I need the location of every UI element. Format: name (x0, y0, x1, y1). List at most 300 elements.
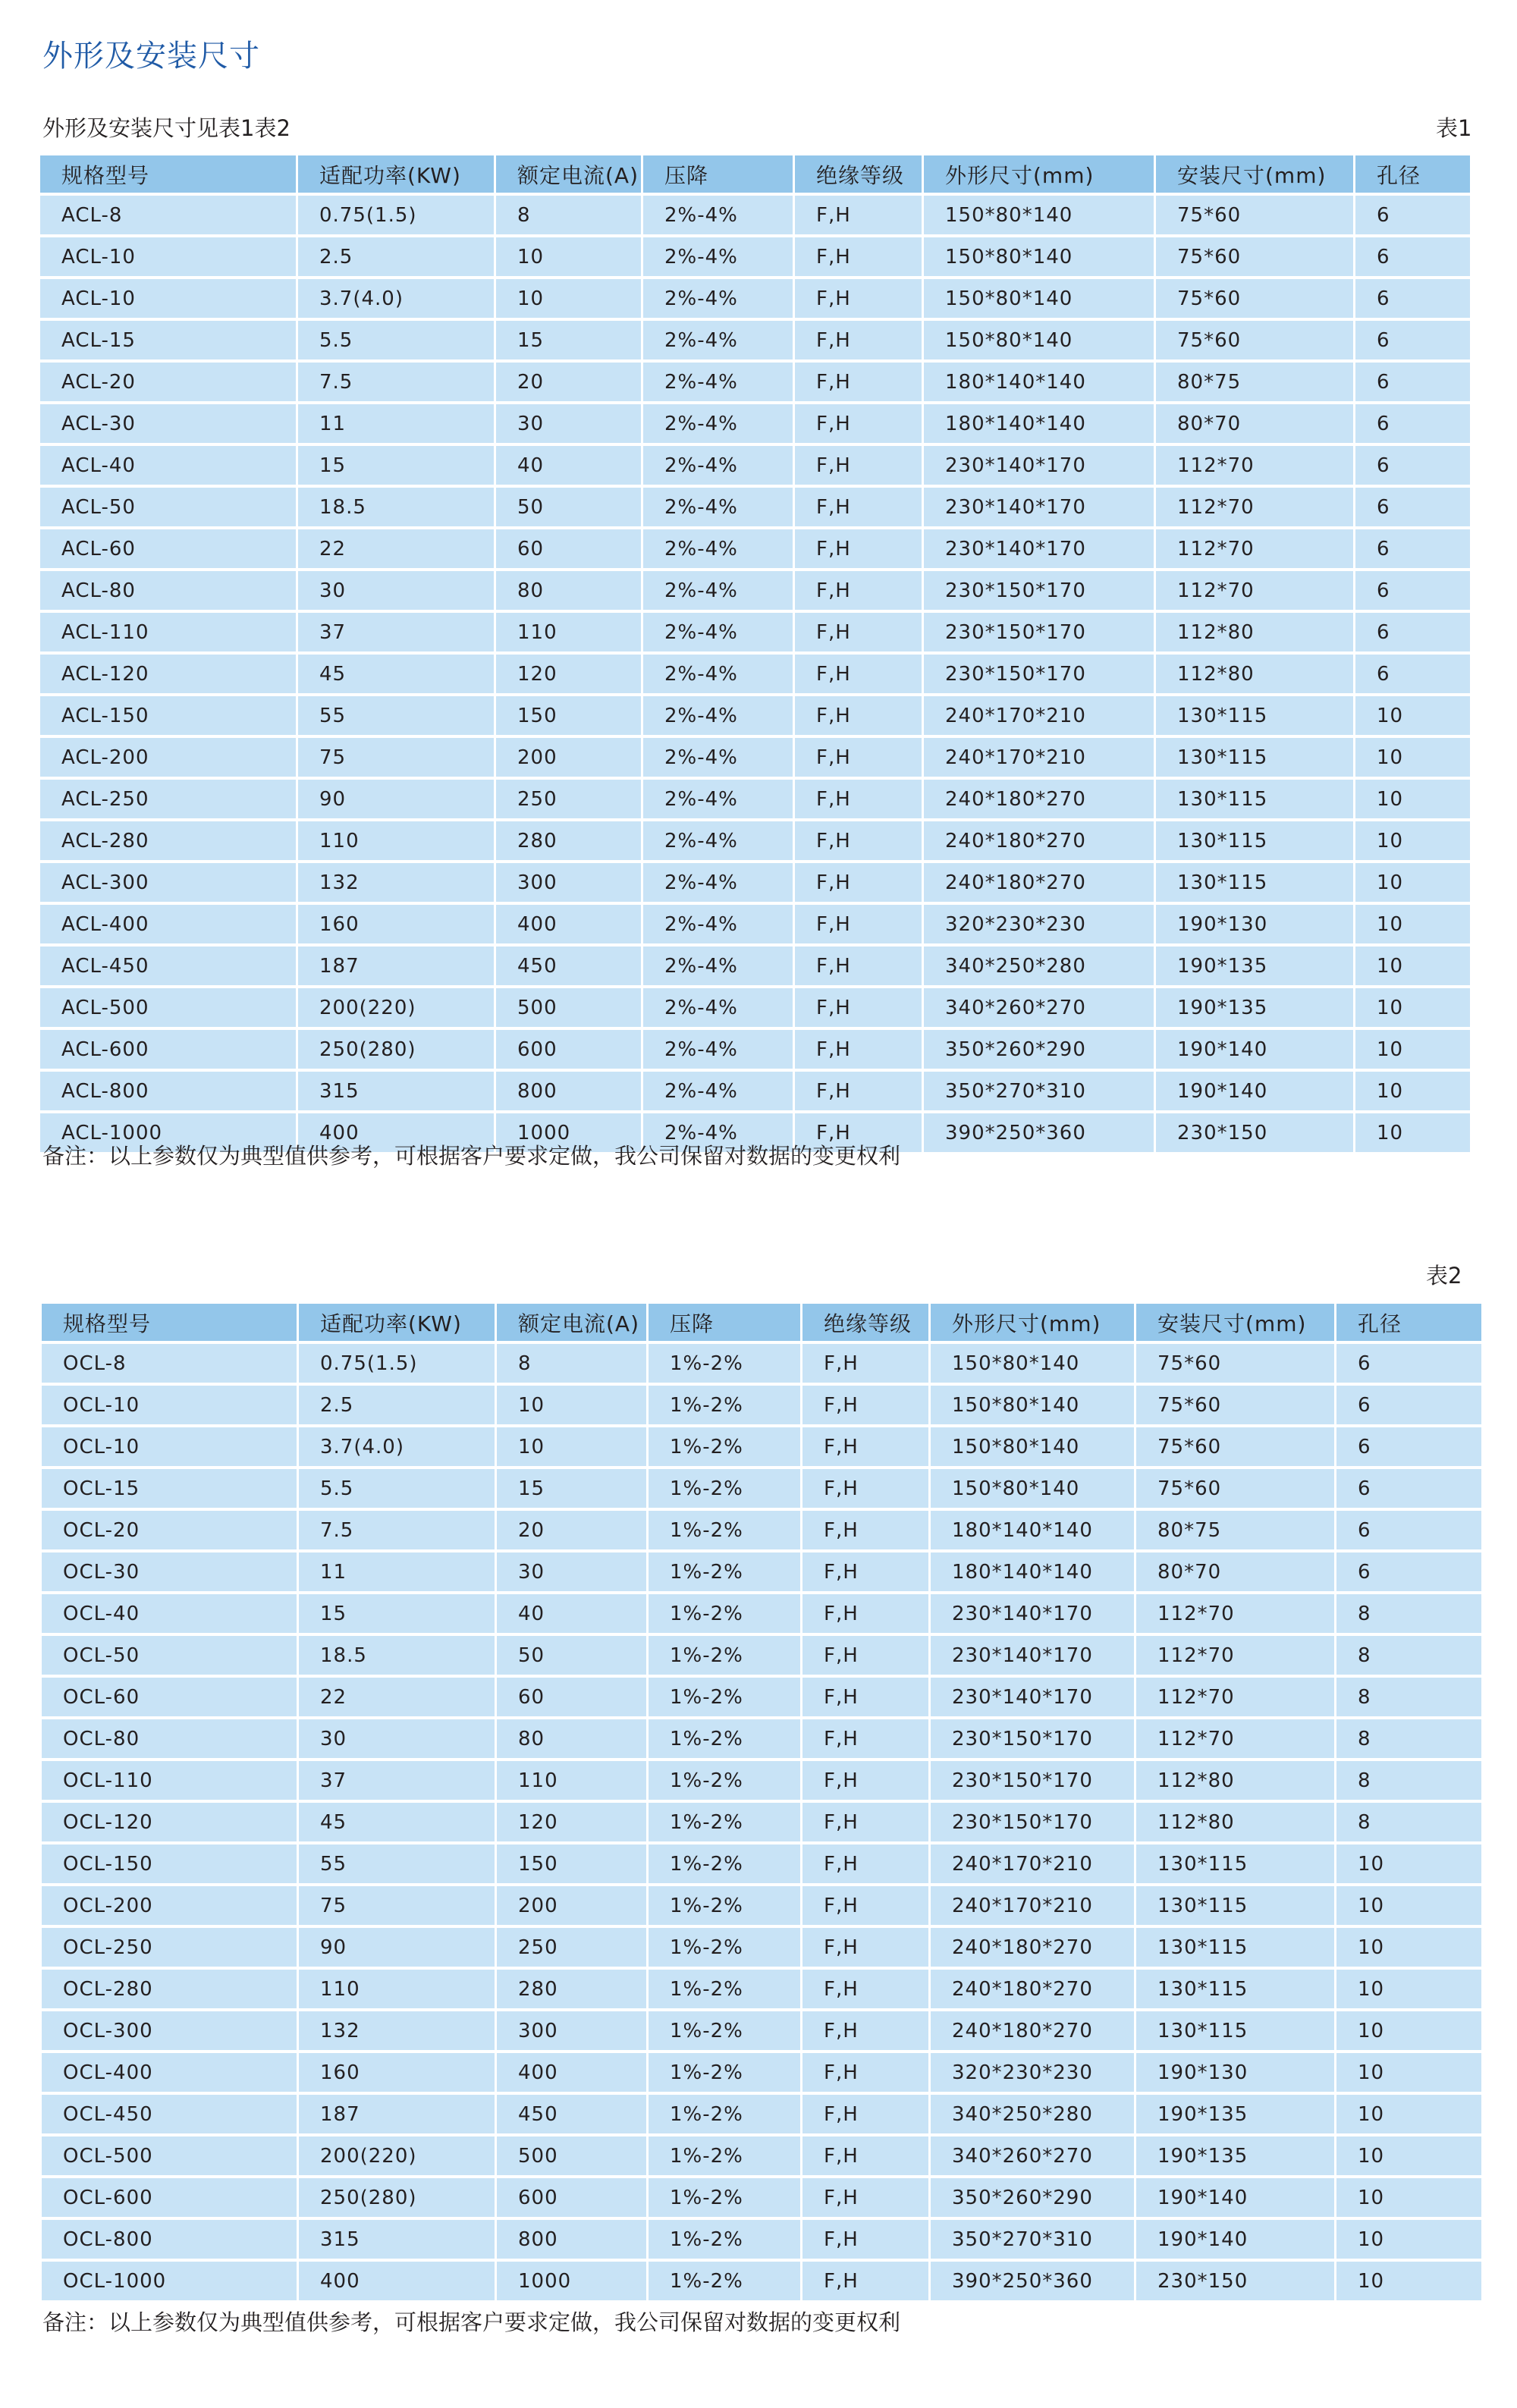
cell-insulation: F,H (802, 1844, 928, 1883)
cell-voltage-drop: 2%-4% (643, 905, 793, 943)
cell-power: 0.75(1.5) (299, 1344, 495, 1383)
cell-insulation: F,H (802, 1344, 928, 1383)
cell-power: 132 (298, 863, 494, 902)
cell-voltage-drop: 2%-4% (643, 863, 793, 902)
cell-hole-diameter: 6 (1336, 1511, 1481, 1549)
cell-power: 110 (299, 1970, 495, 2008)
cell-current: 280 (497, 1970, 646, 2008)
cell-insulation: F,H (802, 1594, 928, 1633)
cell-outline-size: 240*180*270 (924, 821, 1154, 860)
cell-model: OCL-60 (42, 1678, 297, 1716)
cell-hole-diameter: 6 (1355, 404, 1470, 443)
cell-power: 90 (298, 780, 494, 818)
cell-voltage-drop: 1%-2% (649, 2053, 800, 2092)
cell-power: 22 (299, 1678, 495, 1716)
table-row (40, 237, 1470, 276)
cell-insulation: F,H (802, 1511, 928, 1549)
cell-mount-size: 190*135 (1136, 2095, 1334, 2133)
cell-hole-diameter: 10 (1355, 863, 1470, 902)
table-row (42, 1719, 1481, 1758)
table-row (40, 446, 1470, 485)
cell-mount-size: 75*60 (1156, 321, 1353, 359)
cell-current: 450 (497, 2095, 646, 2133)
cell-voltage-drop: 1%-2% (649, 1386, 800, 1424)
cell-mount-size: 190*130 (1156, 905, 1353, 943)
cell-outline-size: 240*180*270 (924, 780, 1154, 818)
col-header-power: 适配功率(KW) (299, 1304, 495, 1341)
cell-outline-size: 390*250*360 (931, 2262, 1134, 2300)
cell-voltage-drop: 1%-2% (649, 1511, 800, 1549)
cell-insulation: F,H (795, 696, 922, 735)
table-row (42, 1594, 1481, 1633)
cell-hole-diameter: 10 (1336, 2220, 1481, 2259)
cell-current: 110 (497, 1761, 646, 1800)
cell-mount-size: 130*115 (1136, 2011, 1334, 2050)
table-row (42, 1678, 1481, 1716)
cell-hole-diameter: 8 (1336, 1636, 1481, 1675)
cell-hole-diameter: 8 (1336, 1761, 1481, 1800)
cell-mount-size: 112*70 (1136, 1678, 1334, 1716)
cell-current: 600 (496, 1030, 641, 1069)
cell-hole-diameter: 10 (1336, 1844, 1481, 1883)
table-row (40, 738, 1470, 777)
cell-mount-size: 130*115 (1156, 738, 1353, 777)
cell-model: ACL-200 (40, 738, 296, 777)
cell-mount-size: 112*70 (1136, 1636, 1334, 1675)
cell-insulation: F,H (802, 1386, 928, 1424)
cell-hole-diameter: 10 (1355, 780, 1470, 818)
cell-model: OCL-80 (42, 1719, 297, 1758)
cell-mount-size: 130*115 (1156, 863, 1353, 902)
col-header-model: 规格型号 (40, 155, 296, 193)
cell-hole-diameter: 10 (1336, 2262, 1481, 2300)
cell-model: ACL-600 (40, 1030, 296, 1069)
cell-power: 37 (298, 613, 494, 651)
cell-current: 300 (497, 2011, 646, 2050)
cell-power: 55 (299, 1844, 495, 1883)
cell-insulation: F,H (802, 2095, 928, 2133)
cell-mount-size: 130*115 (1136, 1928, 1334, 1967)
cell-voltage-drop: 1%-2% (649, 1636, 800, 1675)
cell-outline-size: 150*80*140 (931, 1344, 1134, 1383)
cell-insulation: F,H (802, 2178, 928, 2217)
cell-outline-size: 230*140*170 (931, 1636, 1134, 1675)
cell-insulation: F,H (802, 2220, 928, 2259)
cell-hole-diameter: 10 (1336, 1970, 1481, 2008)
cell-model: ACL-80 (40, 571, 296, 610)
col-header-power: 适配功率(KW) (298, 155, 494, 193)
cell-hole-diameter: 6 (1355, 488, 1470, 526)
cell-hole-diameter: 6 (1355, 529, 1470, 568)
table-row (42, 1803, 1481, 1841)
cell-mount-size: 130*115 (1136, 1844, 1334, 1883)
col-header-outline-size: 外形尺寸(mm) (931, 1304, 1134, 1341)
cell-hole-diameter: 6 (1336, 1552, 1481, 1591)
cell-hole-diameter: 10 (1336, 2178, 1481, 2217)
cell-outline-size: 230*140*170 (931, 1594, 1134, 1633)
cell-insulation: F,H (795, 988, 922, 1027)
table-row (42, 1386, 1481, 1424)
table-row (40, 821, 1470, 860)
cell-outline-size: 150*80*140 (924, 321, 1154, 359)
table-header-row (40, 155, 1470, 193)
cell-mount-size: 75*60 (1136, 1386, 1334, 1424)
cell-power: 45 (298, 655, 494, 693)
cell-current: 450 (496, 947, 641, 985)
cell-mount-size: 112*80 (1156, 613, 1353, 651)
cell-outline-size: 340*250*280 (931, 2095, 1134, 2133)
cell-outline-size: 350*260*290 (924, 1030, 1154, 1069)
cell-outline-size: 340*250*280 (924, 947, 1154, 985)
cell-mount-size: 112*80 (1156, 655, 1353, 693)
cell-outline-size: 150*80*140 (931, 1386, 1134, 1424)
cell-voltage-drop: 1%-2% (649, 2011, 800, 2050)
cell-insulation: F,H (795, 1030, 922, 1069)
table-row (42, 1552, 1481, 1591)
cell-hole-diameter: 8 (1336, 1678, 1481, 1716)
cell-power: 200(220) (298, 988, 494, 1027)
cell-model: ACL-20 (40, 363, 296, 401)
cell-insulation: F,H (802, 1678, 928, 1716)
cell-current: 40 (497, 1594, 646, 1633)
cell-model: ACL-15 (40, 321, 296, 359)
cell-voltage-drop: 2%-4% (643, 571, 793, 610)
cell-insulation: F,H (802, 1928, 928, 1967)
table-row (42, 2220, 1481, 2259)
cell-outline-size: 230*150*170 (931, 1719, 1134, 1758)
cell-mount-size: 190*135 (1156, 988, 1353, 1027)
cell-mount-size: 75*60 (1156, 279, 1353, 318)
cell-outline-size: 240*180*270 (931, 1928, 1134, 1967)
cell-model: ACL-40 (40, 446, 296, 485)
page-title: 外形及安装尺寸 (42, 39, 260, 74)
cell-mount-size: 80*75 (1136, 1511, 1334, 1549)
cell-hole-diameter: 10 (1355, 1072, 1470, 1110)
cell-mount-size: 75*60 (1136, 1469, 1334, 1508)
table-row (42, 1886, 1481, 1925)
cell-mount-size: 112*70 (1156, 529, 1353, 568)
cell-power: 400 (299, 2262, 495, 2300)
cell-mount-size: 75*60 (1156, 196, 1353, 234)
cell-model: ACL-10 (40, 237, 296, 276)
cell-insulation: F,H (795, 446, 922, 485)
cell-model: ACL-60 (40, 529, 296, 568)
cell-mount-size: 190*135 (1156, 947, 1353, 985)
cell-insulation: F,H (795, 529, 922, 568)
cell-power: 30 (298, 571, 494, 610)
cell-outline-size: 390*250*360 (924, 1113, 1154, 1152)
cell-model: ACL-1000 (40, 1113, 296, 1152)
cell-current: 20 (497, 1511, 646, 1549)
cell-voltage-drop: 2%-4% (643, 821, 793, 860)
col-header-model: 规格型号 (42, 1304, 297, 1341)
cell-voltage-drop: 1%-2% (649, 1552, 800, 1591)
cell-voltage-drop: 1%-2% (649, 1469, 800, 1508)
table-row (40, 196, 1470, 234)
cell-model: OCL-15 (42, 1469, 297, 1508)
cell-mount-size: 190*140 (1136, 2178, 1334, 2217)
cell-current: 10 (497, 1427, 646, 1466)
cell-hole-diameter: 10 (1336, 2011, 1481, 2050)
table-row (40, 488, 1470, 526)
cell-model: ACL-150 (40, 696, 296, 735)
cell-power: 3.7(4.0) (299, 1427, 495, 1466)
cell-current: 80 (497, 1719, 646, 1758)
cell-power: 187 (299, 2095, 495, 2133)
cell-model: ACL-400 (40, 905, 296, 943)
cell-outline-size: 350*270*310 (931, 2220, 1134, 2259)
cell-voltage-drop: 2%-4% (643, 446, 793, 485)
cell-current: 200 (497, 1886, 646, 1925)
cell-hole-diameter: 6 (1355, 279, 1470, 318)
cell-model: OCL-10 (42, 1427, 297, 1466)
cell-insulation: F,H (795, 821, 922, 860)
cell-voltage-drop: 1%-2% (649, 1427, 800, 1466)
cell-power: 75 (299, 1886, 495, 1925)
cell-power: 160 (298, 905, 494, 943)
cell-outline-size: 350*270*310 (924, 1072, 1154, 1110)
cell-mount-size: 80*75 (1156, 363, 1353, 401)
cell-voltage-drop: 2%-4% (643, 488, 793, 526)
cell-mount-size: 130*115 (1136, 1970, 1334, 2008)
cell-current: 800 (496, 1072, 641, 1110)
cell-current: 600 (497, 2178, 646, 2217)
cell-current: 50 (497, 1636, 646, 1675)
col-header-insulation: 绝缘等级 (802, 1304, 928, 1341)
cell-outline-size: 340*260*270 (931, 2136, 1134, 2175)
cell-hole-diameter: 10 (1355, 1030, 1470, 1069)
cell-outline-size: 150*80*140 (924, 237, 1154, 276)
cell-power: 3.7(4.0) (298, 279, 494, 318)
cell-insulation: F,H (795, 196, 922, 234)
cell-insulation: F,H (802, 1719, 928, 1758)
cell-voltage-drop: 1%-2% (649, 1970, 800, 2008)
cell-model: ACL-110 (40, 613, 296, 651)
cell-insulation: F,H (795, 363, 922, 401)
table-row (40, 1030, 1470, 1069)
cell-voltage-drop: 1%-2% (649, 1803, 800, 1841)
cell-current: 15 (497, 1469, 646, 1508)
cell-hole-diameter: 8 (1336, 1594, 1481, 1633)
cell-mount-size: 130*115 (1156, 780, 1353, 818)
cell-power: 250(280) (299, 2178, 495, 2217)
cell-outline-size: 240*180*270 (924, 863, 1154, 902)
cell-hole-diameter: 10 (1336, 2095, 1481, 2133)
cell-model: OCL-300 (42, 2011, 297, 2050)
cell-mount-size: 190*140 (1136, 2220, 1334, 2259)
cell-power: 250(280) (298, 1030, 494, 1069)
cell-mount-size: 112*70 (1156, 488, 1353, 526)
cell-power: 90 (299, 1928, 495, 1967)
table-row (40, 571, 1470, 610)
cell-outline-size: 340*260*270 (924, 988, 1154, 1027)
cell-outline-size: 240*170*210 (924, 738, 1154, 777)
cell-outline-size: 240*170*210 (931, 1886, 1134, 1925)
table-row (42, 2136, 1481, 2175)
cell-hole-diameter: 6 (1355, 613, 1470, 651)
table-row (42, 2011, 1481, 2050)
cell-insulation: F,H (795, 1072, 922, 1110)
cell-current: 120 (496, 655, 641, 693)
cell-hole-diameter: 8 (1336, 1803, 1481, 1841)
cell-power: 15 (299, 1594, 495, 1633)
cell-voltage-drop: 1%-2% (649, 1928, 800, 1967)
cell-hole-diameter: 10 (1336, 2053, 1481, 2092)
cell-current: 250 (497, 1928, 646, 1967)
cell-model: OCL-110 (42, 1761, 297, 1800)
table-row (40, 780, 1470, 818)
spec-table-acl (38, 152, 1472, 1155)
cell-power: 315 (299, 2220, 495, 2259)
cell-voltage-drop: 2%-4% (643, 988, 793, 1027)
cell-outline-size: 180*140*140 (924, 404, 1154, 443)
cell-insulation: F,H (795, 321, 922, 359)
cell-outline-size: 240*180*270 (931, 1970, 1134, 2008)
table-row (40, 279, 1470, 318)
cell-mount-size: 130*115 (1156, 696, 1353, 735)
cell-outline-size: 150*80*140 (931, 1469, 1134, 1508)
cell-insulation: F,H (795, 655, 922, 693)
cell-hole-diameter: 6 (1336, 1427, 1481, 1466)
cell-hole-diameter: 10 (1355, 821, 1470, 860)
cell-voltage-drop: 1%-2% (649, 2178, 800, 2217)
table-row (40, 863, 1470, 902)
cell-outline-size: 230*150*170 (931, 1803, 1134, 1841)
cell-current: 150 (496, 696, 641, 735)
cell-power: 315 (298, 1072, 494, 1110)
cell-hole-diameter: 6 (1355, 321, 1470, 359)
cell-mount-size: 112*80 (1136, 1803, 1334, 1841)
cell-voltage-drop: 2%-4% (643, 1072, 793, 1110)
table-row (40, 404, 1470, 443)
cell-voltage-drop: 2%-4% (643, 947, 793, 985)
table-row (40, 363, 1470, 401)
col-header-hole-diameter: 孔径 (1355, 155, 1470, 193)
cell-voltage-drop: 2%-4% (643, 404, 793, 443)
cell-model: OCL-1000 (42, 2262, 297, 2300)
cell-power: 7.5 (298, 363, 494, 401)
cell-power: 18.5 (299, 1636, 495, 1675)
cell-power: 160 (299, 2053, 495, 2092)
cell-mount-size: 190*140 (1156, 1072, 1353, 1110)
col-header-current: 额定电流(A) (497, 1304, 646, 1341)
cell-mount-size: 75*60 (1136, 1344, 1334, 1383)
cell-outline-size: 150*80*140 (924, 196, 1154, 234)
cell-voltage-drop: 2%-4% (643, 738, 793, 777)
col-header-mount-size: 安装尺寸(mm) (1136, 1304, 1334, 1341)
cell-voltage-drop: 1%-2% (649, 1886, 800, 1925)
cell-current: 10 (496, 279, 641, 318)
cell-current: 1000 (496, 1113, 641, 1152)
cell-model: OCL-200 (42, 1886, 297, 1925)
cell-current: 250 (496, 780, 641, 818)
cell-outline-size: 240*170*210 (924, 696, 1154, 735)
cell-model: OCL-400 (42, 2053, 297, 2092)
cell-power: 400 (298, 1113, 494, 1152)
cell-insulation: F,H (795, 1113, 922, 1152)
cell-current: 80 (496, 571, 641, 610)
cell-power: 7.5 (299, 1511, 495, 1549)
cell-mount-size: 190*135 (1136, 2136, 1334, 2175)
table1-label: 表1 (1436, 115, 1472, 141)
cell-model: OCL-50 (42, 1636, 297, 1675)
cell-mount-size: 80*70 (1136, 1552, 1334, 1591)
cell-power: 22 (298, 529, 494, 568)
table-row (42, 1970, 1481, 2008)
table-row (42, 2095, 1481, 2133)
cell-outline-size: 320*230*230 (931, 2053, 1134, 2092)
cell-mount-size: 75*60 (1156, 237, 1353, 276)
cell-voltage-drop: 2%-4% (643, 279, 793, 318)
cell-insulation: F,H (802, 1803, 928, 1841)
cell-current: 150 (497, 1844, 646, 1883)
table-header-row (42, 1304, 1481, 1341)
cell-voltage-drop: 2%-4% (643, 1030, 793, 1069)
cell-voltage-drop: 2%-4% (643, 363, 793, 401)
table-row (40, 947, 1470, 985)
cell-outline-size: 180*140*140 (924, 363, 1154, 401)
cell-current: 400 (496, 905, 641, 943)
cell-power: 18.5 (298, 488, 494, 526)
cell-insulation: F,H (802, 1469, 928, 1508)
cell-insulation: F,H (795, 738, 922, 777)
col-header-mount-size: 安装尺寸(mm) (1156, 155, 1353, 193)
cell-outline-size: 230*150*170 (924, 613, 1154, 651)
cell-voltage-drop: 2%-4% (643, 321, 793, 359)
cell-hole-diameter: 6 (1355, 196, 1470, 234)
cell-model: OCL-280 (42, 1970, 297, 2008)
cell-outline-size: 150*80*140 (924, 279, 1154, 318)
cell-outline-size: 230*140*170 (924, 488, 1154, 526)
cell-mount-size: 80*70 (1156, 404, 1353, 443)
cell-current: 30 (497, 1552, 646, 1591)
cell-power: 110 (298, 821, 494, 860)
cell-hole-diameter: 8 (1336, 1719, 1481, 1758)
cell-hole-diameter: 6 (1355, 363, 1470, 401)
cell-power: 0.75(1.5) (298, 196, 494, 234)
table-row (40, 1072, 1470, 1110)
cell-outline-size: 240*170*210 (931, 1844, 1134, 1883)
cell-insulation: F,H (795, 863, 922, 902)
cell-mount-size: 230*150 (1156, 1113, 1353, 1152)
table-row (40, 613, 1470, 651)
cell-hole-diameter: 6 (1355, 571, 1470, 610)
cell-current: 60 (496, 529, 641, 568)
cell-voltage-drop: 1%-2% (649, 2136, 800, 2175)
table-row (40, 655, 1470, 693)
cell-model: ACL-800 (40, 1072, 296, 1110)
cell-voltage-drop: 2%-4% (643, 237, 793, 276)
cell-model: OCL-40 (42, 1594, 297, 1633)
cell-current: 110 (496, 613, 641, 651)
cell-model: ACL-450 (40, 947, 296, 985)
table-row (40, 321, 1470, 359)
cell-power: 187 (298, 947, 494, 985)
cell-current: 120 (497, 1803, 646, 1841)
cell-hole-diameter: 10 (1336, 2136, 1481, 2175)
cell-insulation: F,H (802, 1636, 928, 1675)
table2-note: 备注：以上参数仅为典型值供参考，可根据客户要求定做，我公司保留对数据的变更权利 (42, 2309, 901, 2335)
table-row (40, 905, 1470, 943)
cell-current: 500 (497, 2136, 646, 2175)
table-row (40, 696, 1470, 735)
cell-power: 55 (298, 696, 494, 735)
cell-voltage-drop: 2%-4% (643, 655, 793, 693)
cell-outline-size: 230*150*170 (931, 1761, 1134, 1800)
table-row (40, 988, 1470, 1027)
table1-note: 备注：以上参数仅为典型值供参考，可根据客户要求定做，我公司保留对数据的变更权利 (42, 1143, 901, 1169)
table-row (42, 1469, 1481, 1508)
